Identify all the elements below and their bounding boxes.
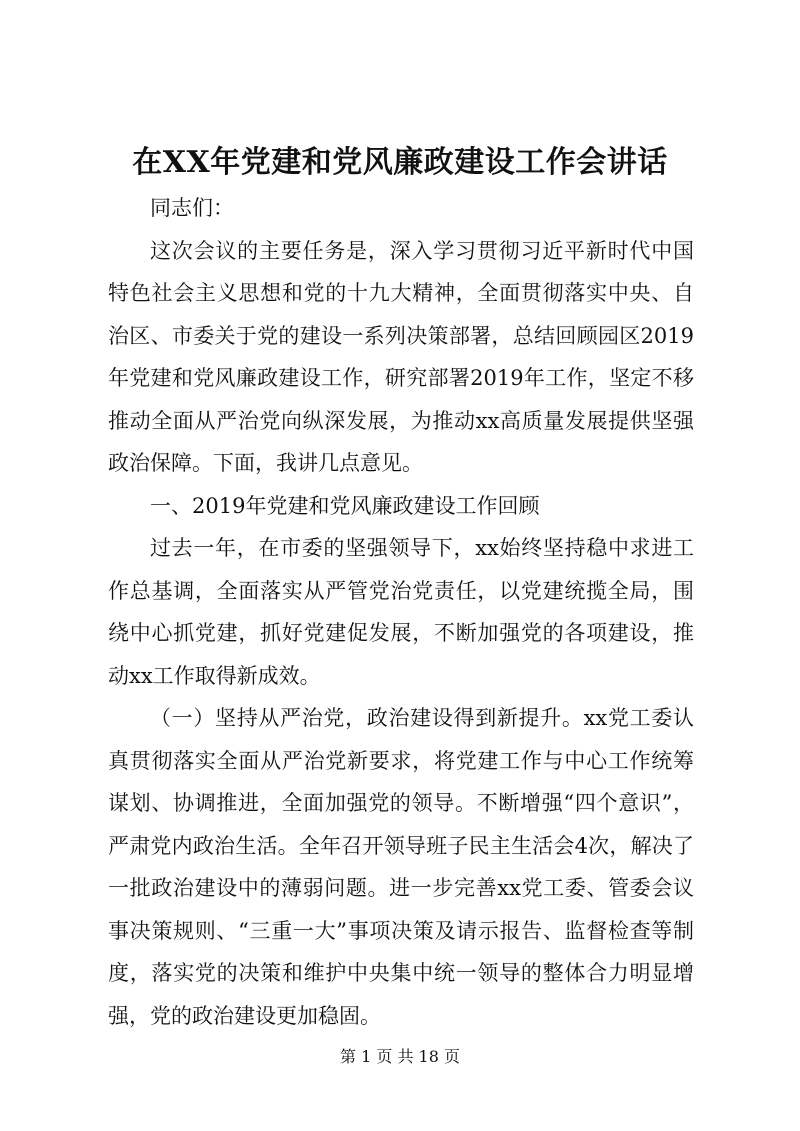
paragraph-review: 过去一年，在市委的坚强领导下，xx始终坚持稳中求进工作总基调，全面落实从严管党治党责任，以党建统揽全局，围绕中心抓党建，抓好党建促发展，不断加强党的各项建设，推动xx工作取得新成效。 bbox=[108, 536, 694, 688]
paragraph-intro: 这次会议的主要任务是，深入学习贯彻习近平新时代中国特色社会主义思想和党的十九大精神，全面贯彻落实中央、自治区、市委关于党的建设一系列决策部署，总结回顾园区2019年党建和党风廉政建设工作，研究部署2019年工作，坚定不移推动全面从严治党向纵深发展，为推动xx高质量发展提供坚强政治保障。下面，我讲几点意见。 bbox=[108, 238, 694, 475]
document-body bbox=[108, 187, 694, 1037]
paragraph-political-building: （一）坚持从严治党，政治建设得到新提升。xx党工委认真贯彻落实全面从严治党新要求，将党建工作与中心工作统筹谋划、协调推进，全面加强党的领导。不断增强“四个意识”，严肃党内政治生活。全年召开领导班子民主生活会4次，解决了一批政治建设中的薄弱问题。进一步完善xx党工委、管委会议事决策规则、“三重一大”事项决策及请示报告、监督检查等制度，落实党的决策和维护中央集中统一领导的整体合力明显增强，党的政治建设更加稳固。 bbox=[108, 706, 694, 1028]
salutation: 同志们： bbox=[150, 196, 234, 220]
page-footer: 第 1 页 共 18 页 bbox=[340, 1047, 460, 1066]
section-heading: 一、2019年党建和党风廉政建设工作回顾 bbox=[150, 493, 540, 518]
document-title: 在XX年党建和党风廉政建设工作会讲话 bbox=[132, 145, 668, 180]
